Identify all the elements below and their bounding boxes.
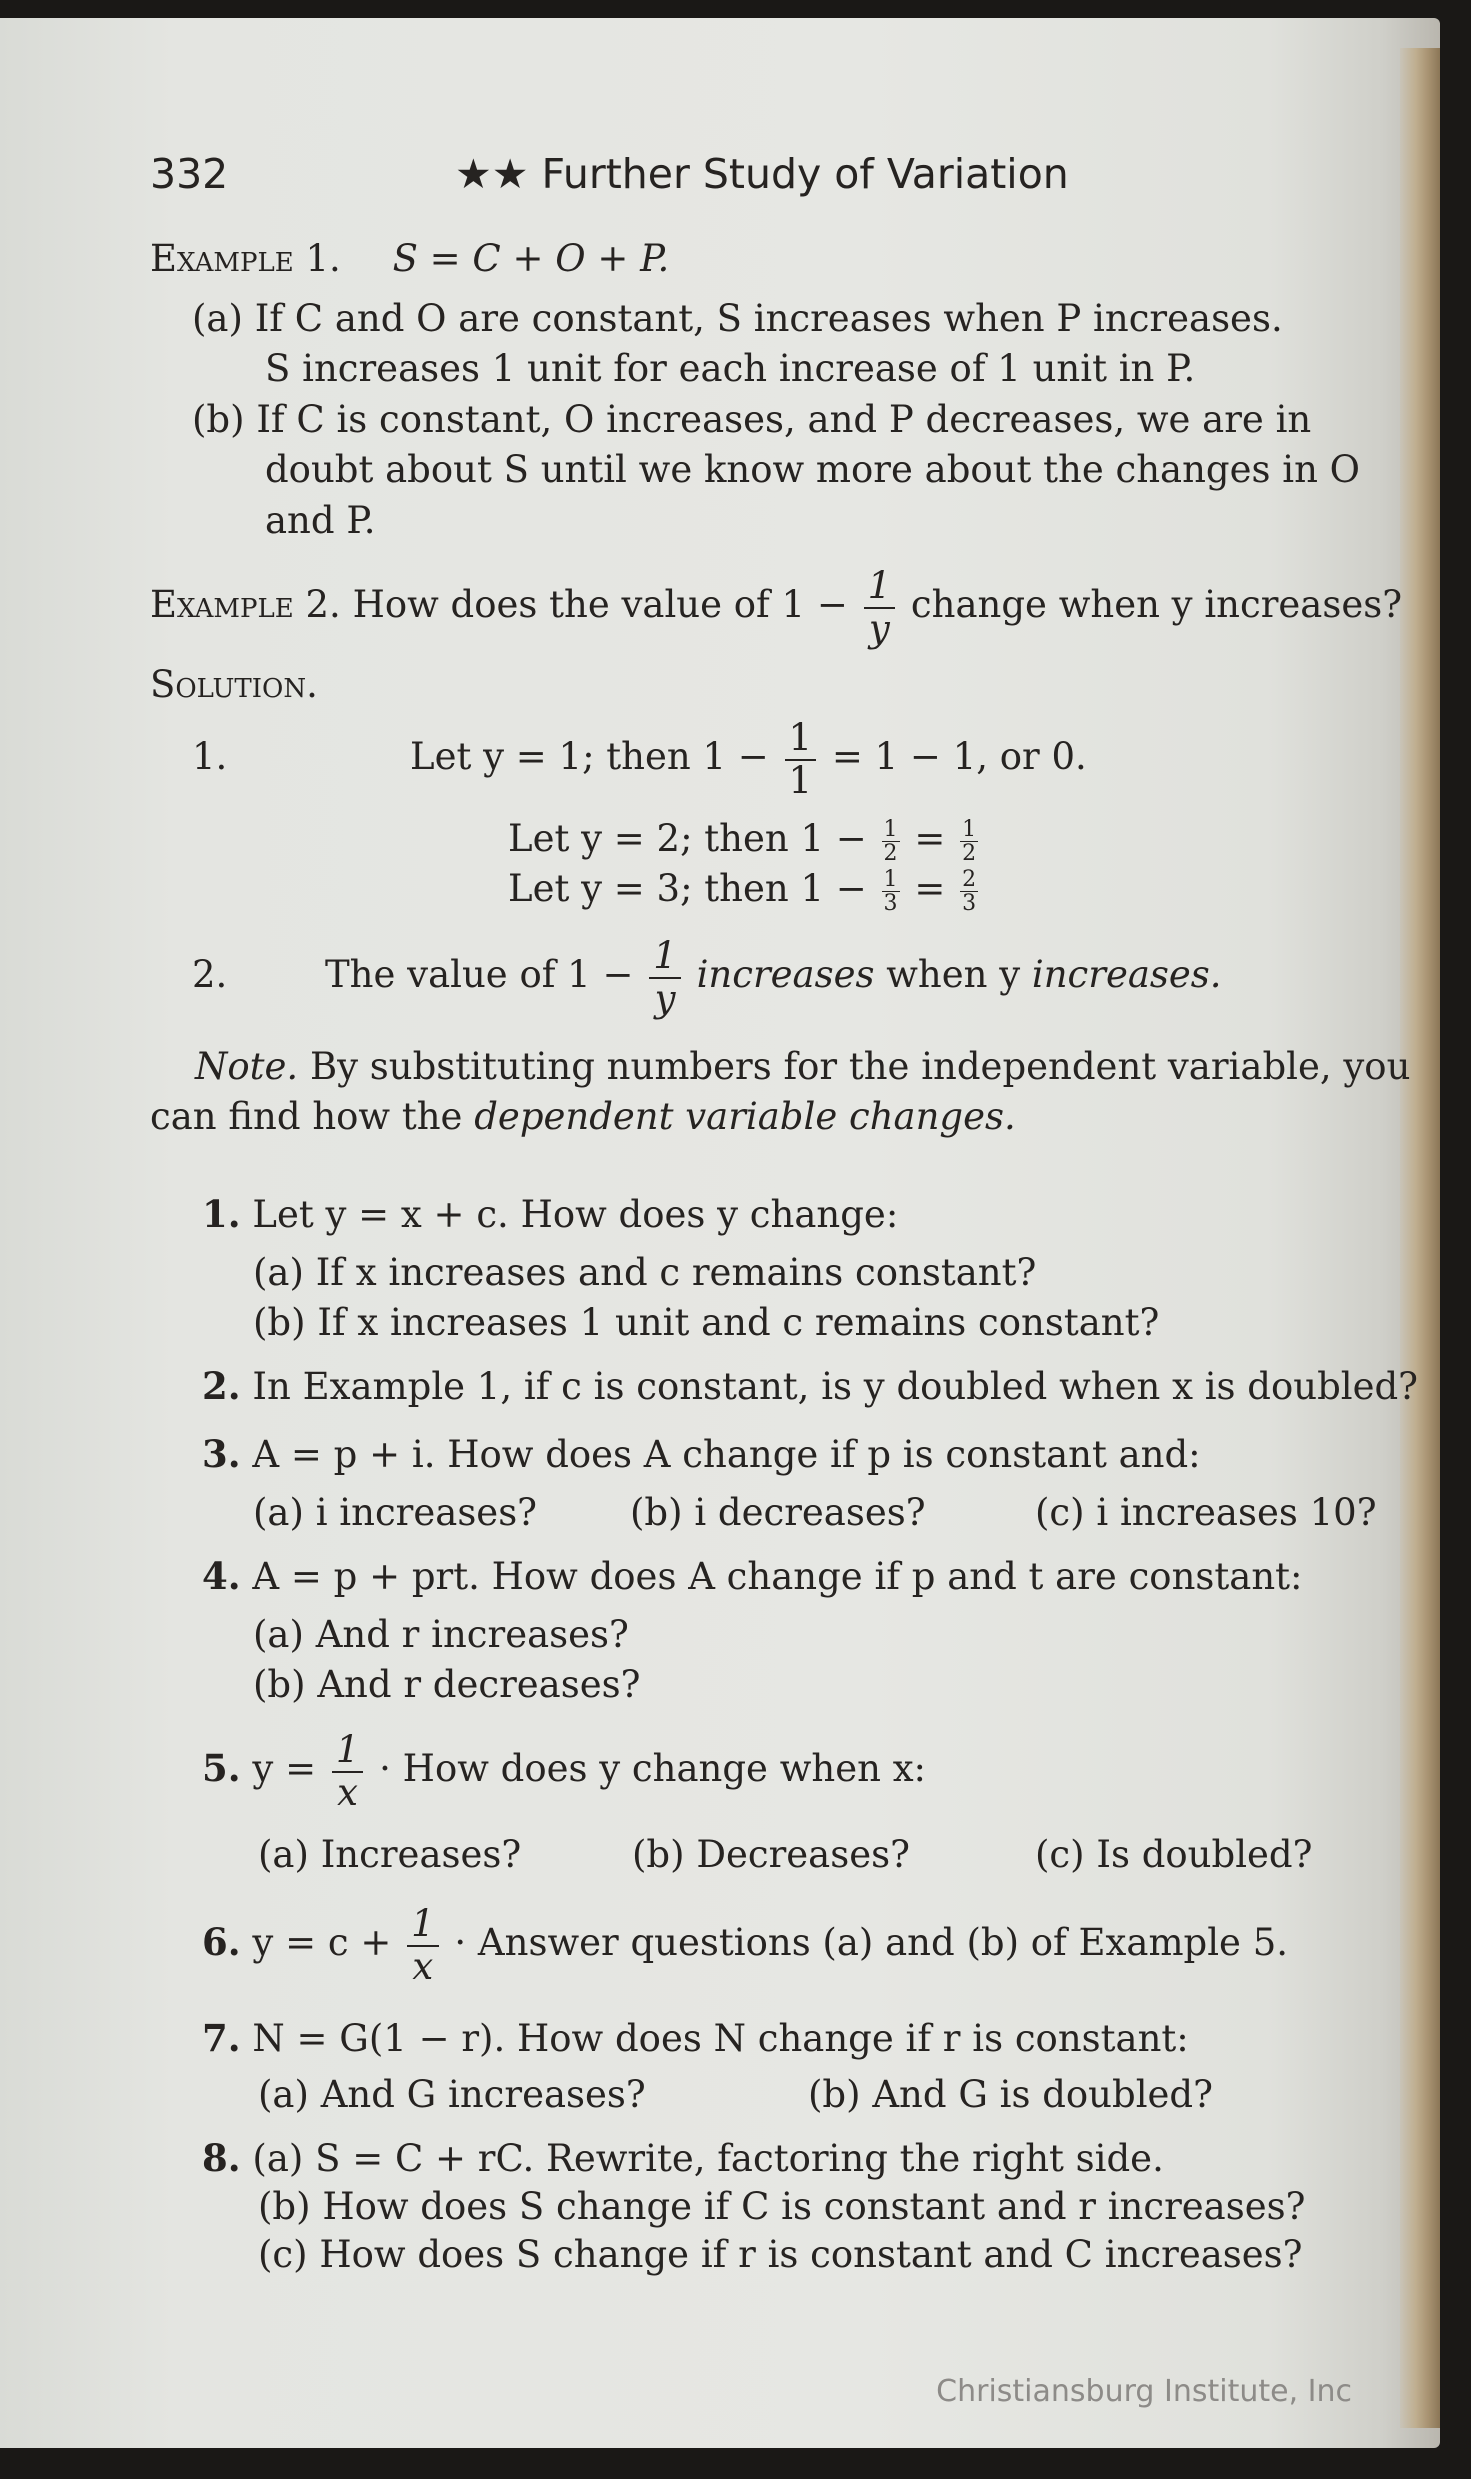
- fraction-denominator: 2: [962, 841, 977, 867]
- small-fraction: [882, 868, 900, 915]
- exercise-5b: (b) Decreases?: [632, 1833, 910, 1876]
- solution-step-number: 2.: [192, 953, 228, 996]
- exercise-number: 2.: [202, 1364, 241, 1408]
- step2-text-mid: when y: [886, 953, 1021, 997]
- example1-heading: [150, 237, 670, 280]
- fraction-numerator: 1: [962, 817, 977, 842]
- fraction-denominator: x: [412, 1944, 434, 1988]
- exercise-text-pre: y = c +: [252, 1921, 392, 1965]
- fraction-numerator: 1: [883, 867, 898, 892]
- small-fraction: [882, 818, 900, 865]
- note-label: Note.: [195, 1045, 299, 1088]
- note-line1: [195, 1045, 1411, 1088]
- exercise-6: [202, 1904, 1288, 1987]
- page-number: 332: [150, 150, 229, 198]
- exercise-text: A = p + prt. How does A change if p and t are constant:: [252, 1555, 1303, 1598]
- note-line2: [150, 1095, 1016, 1138]
- example1-a-line2: S increases 1 unit for each increase of 1 unit in P.: [265, 347, 1196, 390]
- fraction-numerator: 1: [407, 1904, 439, 1947]
- equals-sign: =: [914, 867, 946, 911]
- fraction-numerator: 1: [649, 936, 681, 979]
- fraction-denominator: y: [654, 976, 676, 1020]
- exercise-number: 6.: [202, 1920, 241, 1965]
- running-title: ★★ Further Study of Variation: [455, 150, 1069, 198]
- exercise-1: [202, 1192, 899, 1236]
- fraction-denominator: 2: [883, 841, 898, 867]
- fraction-denominator: y: [868, 606, 890, 650]
- exercise-text: A = p + i. How does A change if p is constant and:: [252, 1433, 1201, 1476]
- fraction-numerator: 1: [332, 1730, 364, 1773]
- exercise-8a: (a) S = C + rC. Rewrite, factoring the right side.: [252, 2137, 1164, 2180]
- fraction: [864, 566, 896, 649]
- exercise-1a: (a) If x increases and c remains constant?: [253, 1251, 1037, 1294]
- exercise-number: 3.: [202, 1432, 241, 1476]
- fraction-denominator: 1: [788, 758, 813, 802]
- exercise-number: 7.: [202, 2016, 241, 2060]
- exercise-5: [202, 1730, 926, 1813]
- fraction-denominator: 3: [962, 891, 977, 917]
- exercise-7: [202, 2016, 1189, 2060]
- example1-b-line2: doubt about S until we know more about the changes in O: [265, 448, 1361, 491]
- exercise-number: 1.: [202, 1192, 241, 1236]
- exercise-8c: (c) How does S change if r is constant and C increases?: [258, 2233, 1303, 2276]
- page-header: [150, 150, 1360, 210]
- step2-italic-increases: increases: [696, 953, 875, 997]
- book-page: [0, 18, 1440, 2448]
- solution-step2-line: [325, 936, 1222, 1019]
- step1-line3-pre: Let y = 3; then 1 −: [508, 867, 867, 911]
- example1-label: Example 1.: [150, 237, 341, 280]
- step1-text-pre: Let y = 1; then 1 −: [410, 735, 769, 779]
- solution-step-number: 1.: [192, 735, 228, 778]
- example2-text-pre: How does the value of 1 −: [352, 583, 848, 627]
- exercise-5a: (a) Increases?: [258, 1833, 522, 1876]
- note-text-line1: By substituting numbers for the independent variable, you: [309, 1045, 1411, 1088]
- exercise-4a: (a) And r increases?: [253, 1613, 629, 1656]
- note-text-line2: can find how the: [150, 1095, 463, 1138]
- solution-step1-line1: [410, 718, 1087, 801]
- example1-b-line3: and P.: [265, 499, 376, 542]
- fraction-numerator: 1: [883, 817, 898, 842]
- exercise-5c: (c) Is doubled?: [1035, 1833, 1313, 1876]
- solution-step1-line2: [508, 818, 981, 865]
- step1-text-post: = 1 − 1, or 0.: [831, 735, 1087, 779]
- exercise-text: Let y = x + c. How does y change:: [252, 1193, 899, 1236]
- exercise-text-pre: y =: [252, 1747, 317, 1791]
- fraction: [332, 1730, 364, 1813]
- solution-step1-line3: [508, 868, 981, 915]
- example2-label: Example 2.: [150, 583, 341, 627]
- exercise-3: [202, 1432, 1201, 1476]
- fraction-numerator: 1: [864, 566, 896, 609]
- fraction-denominator: 3: [883, 891, 898, 917]
- example1-a-line1: (a) If C and O are constant, S increases when P increases.: [192, 297, 1283, 340]
- exercise-4: [202, 1554, 1303, 1598]
- exercise-number: 5.: [202, 1746, 241, 1791]
- small-fraction: [960, 818, 978, 865]
- page-edge: [1400, 48, 1440, 2428]
- exercise-text: In Example 1, if c is constant, is y doubled when x is doubled?: [252, 1365, 1419, 1408]
- exercise-4b: (b) And r decreases?: [253, 1663, 641, 1706]
- exercise-7a: (a) And G increases?: [258, 2073, 646, 2116]
- exercise-1b: (b) If x increases 1 unit and c remains constant?: [253, 1301, 1160, 1344]
- note-italic-phrase: dependent variable changes.: [474, 1095, 1016, 1138]
- solution-label: Solution.: [150, 663, 318, 706]
- fraction-denominator: x: [337, 1770, 359, 1814]
- exercise-3b: (b) i decreases?: [630, 1491, 926, 1534]
- exercise-8: [202, 2136, 1164, 2180]
- exercise-2: [202, 1364, 1419, 1408]
- exercise-7b: (b) And G is doubled?: [808, 2073, 1213, 2116]
- fraction: [649, 936, 681, 1019]
- fraction: [785, 718, 817, 801]
- equals-sign: =: [914, 817, 946, 861]
- step2-text-pre: The value of 1 −: [325, 953, 634, 997]
- example2-question: [150, 566, 1402, 649]
- exercise-text-post: · How does y change when x:: [379, 1747, 927, 1791]
- example1-equation: S = C + O + P.: [392, 237, 670, 280]
- fraction-numerator: 2: [962, 867, 977, 892]
- exercise-8b: (b) How does S change if C is constant and r increases?: [258, 2185, 1306, 2228]
- small-fraction: [960, 868, 978, 915]
- step2-italic-increases-end: increases.: [1031, 953, 1222, 997]
- fraction-numerator: 1: [785, 718, 817, 761]
- exercise-text: N = G(1 − r). How does N change if r is constant:: [252, 2017, 1189, 2060]
- example2-text-post: change when y increases?: [910, 583, 1403, 627]
- step1-line2-pre: Let y = 2; then 1 −: [508, 817, 867, 861]
- exercise-text-post: · Answer questions (a) and (b) of Example 5.: [454, 1921, 1289, 1965]
- exercise-number: 4.: [202, 1554, 241, 1598]
- watermark: Christiansburg Institute, Inc: [936, 2374, 1352, 2409]
- fraction: [407, 1904, 439, 1987]
- exercise-3c: (c) i increases 10?: [1035, 1491, 1377, 1534]
- exercise-3a: (a) i increases?: [253, 1491, 538, 1534]
- example1-b-line1: (b) If C is constant, O increases, and P decreases, we are in: [192, 398, 1312, 441]
- exercise-number: 8.: [202, 2136, 241, 2180]
